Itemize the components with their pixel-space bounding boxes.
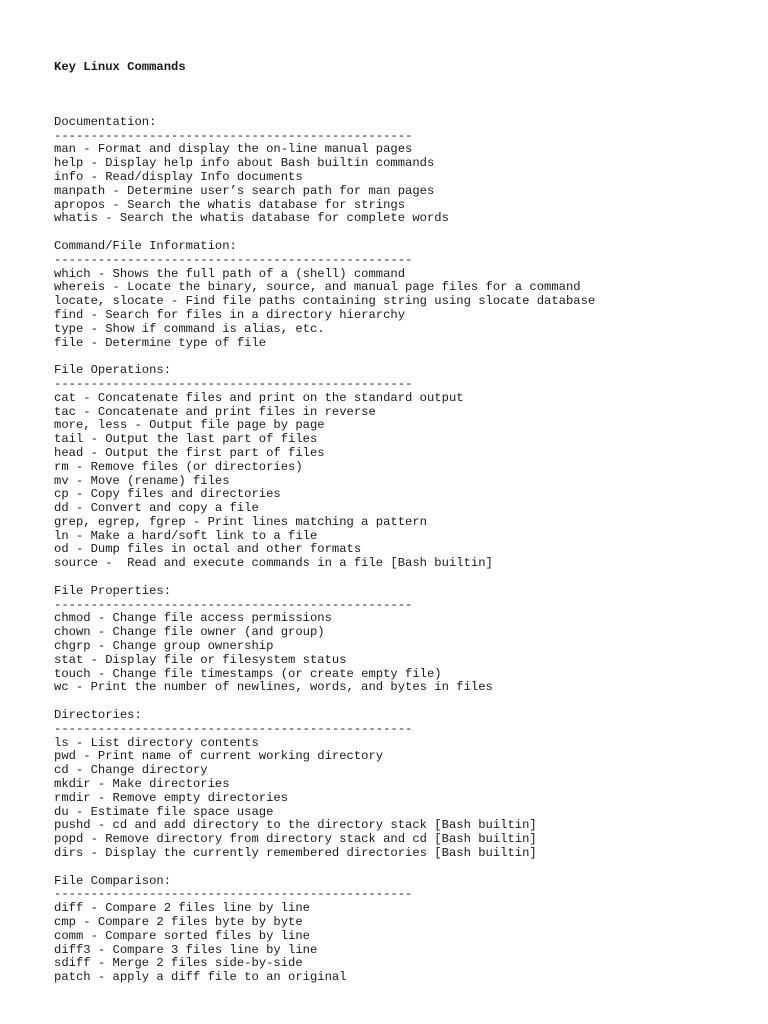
section-divider: ------------------------------------------------- [54, 722, 413, 736]
section-heading: File Operations: [54, 363, 172, 378]
command-line: ls - List directory contents [54, 735, 259, 750]
sections-container [54, 116, 754, 985]
command-line: info - Read/display Info documents [54, 169, 303, 184]
section-heading: Documentation: [54, 114, 157, 129]
command-line: rm - Remove files (or directories) [54, 459, 303, 474]
command-line: cmp - Compare 2 files byte by byte [54, 915, 303, 929]
command-line: apropos - Search the whatis database for strings [54, 197, 406, 212]
command-line: comm - Compare sorted files by line [54, 928, 310, 943]
command-line: help - Display help info about Bash builtin commands [54, 156, 435, 171]
command-line: diff3 - Compare 3 files line by line [54, 942, 318, 957]
command-line: dd - Convert and copy a file [54, 501, 259, 516]
command-line: mkdir - Make directories [54, 777, 230, 792]
command-line: grep, egrep, fgrep - Print lines matching a pattern [54, 514, 427, 529]
command-line: manpath - Determine user’s search path for man pages [54, 183, 435, 198]
section-divider: ------------------------------------------------- [54, 598, 413, 612]
command-line: dirs - Display the currently remembered directories [Bash builtin] [54, 846, 537, 861]
section-divider: ------------------------------------------------- [54, 377, 413, 391]
command-line: chgrp - Change group ownership [54, 639, 274, 654]
command-line: type - Show if command is alias, etc. [54, 321, 325, 336]
command-line: od - Dump files in octal and other formats [54, 542, 362, 557]
command-line: diff - Compare 2 files line by line [54, 901, 310, 916]
section [54, 709, 754, 861]
section-heading: Command/File Information: [54, 238, 237, 253]
section-heading: Directories: [54, 708, 142, 723]
command-line: find - Search for files in a directory hierarchy [54, 307, 406, 322]
command-line: chown - Change file owner (and group) [54, 625, 325, 640]
section [54, 875, 754, 985]
command-line: source - Read and execute commands in a file [Bash builtin] [54, 556, 493, 571]
section-heading: File Comparison: [54, 873, 172, 888]
command-line: pwd - Print name of current working directory [54, 749, 384, 764]
command-line: patch - apply a diff file to an original [54, 970, 347, 985]
command-line: rmdir - Remove empty directories [54, 790, 289, 805]
document-title: Key Linux Commands [54, 59, 186, 74]
section-divider: ------------------------------------------------- [54, 888, 413, 902]
command-line: wc - Print the number of newlines, words, and bytes in files [54, 680, 493, 695]
command-line: touch - Change file timestamps (or create empty file) [54, 666, 442, 681]
section [54, 364, 754, 571]
command-line: du - Estimate file space usage [54, 804, 274, 819]
command-line: mv - Move (rename) files [54, 473, 230, 488]
command-line: ln - Make a hard/soft link to a file [54, 528, 318, 543]
section-divider: ------------------------------------------------- [54, 253, 413, 267]
section [54, 116, 754, 226]
command-line: pushd - cd and add directory to the directory stack [Bash builtin] [54, 818, 537, 833]
command-line: chmod - Change file access permissions [54, 611, 332, 626]
section [54, 240, 754, 350]
command-line: locate, slocate - Find file paths containing string using slocate database [54, 294, 596, 309]
command-line: cd - Change directory [54, 763, 208, 778]
command-line: cat - Concatenate files and print on the standard output [54, 390, 464, 405]
section [54, 585, 754, 695]
command-line: tac - Concatenate and print files in reverse [54, 404, 376, 419]
command-line: whereis - Locate the binary, source, and manual page files for a command [54, 280, 581, 295]
command-line: popd - Remove directory from directory stack and cd [Bash builtin] [54, 832, 537, 847]
command-line: which - Shows the full path of a (shell) command [54, 266, 406, 281]
command-line: sdiff - Merge 2 files side-by-side [54, 956, 303, 971]
document-page [54, 33, 754, 1013]
command-line: whatis - Search the whatis database for complete words [54, 211, 449, 226]
section-heading: File Properties: [54, 583, 172, 598]
command-line: more, less - Output file page by page [54, 418, 325, 433]
section-divider: ------------------------------------------------- [54, 129, 413, 143]
command-line: stat - Display file or filesystem status [54, 652, 347, 667]
command-line: file - Determine type of file [54, 335, 267, 350]
command-line: head - Output the first part of files [54, 445, 325, 460]
command-line: cp - Copy files and directories [54, 487, 281, 502]
command-line: man - Format and display the on-line manual pages [54, 142, 413, 157]
command-line: tail - Output the last part of files [54, 432, 318, 447]
